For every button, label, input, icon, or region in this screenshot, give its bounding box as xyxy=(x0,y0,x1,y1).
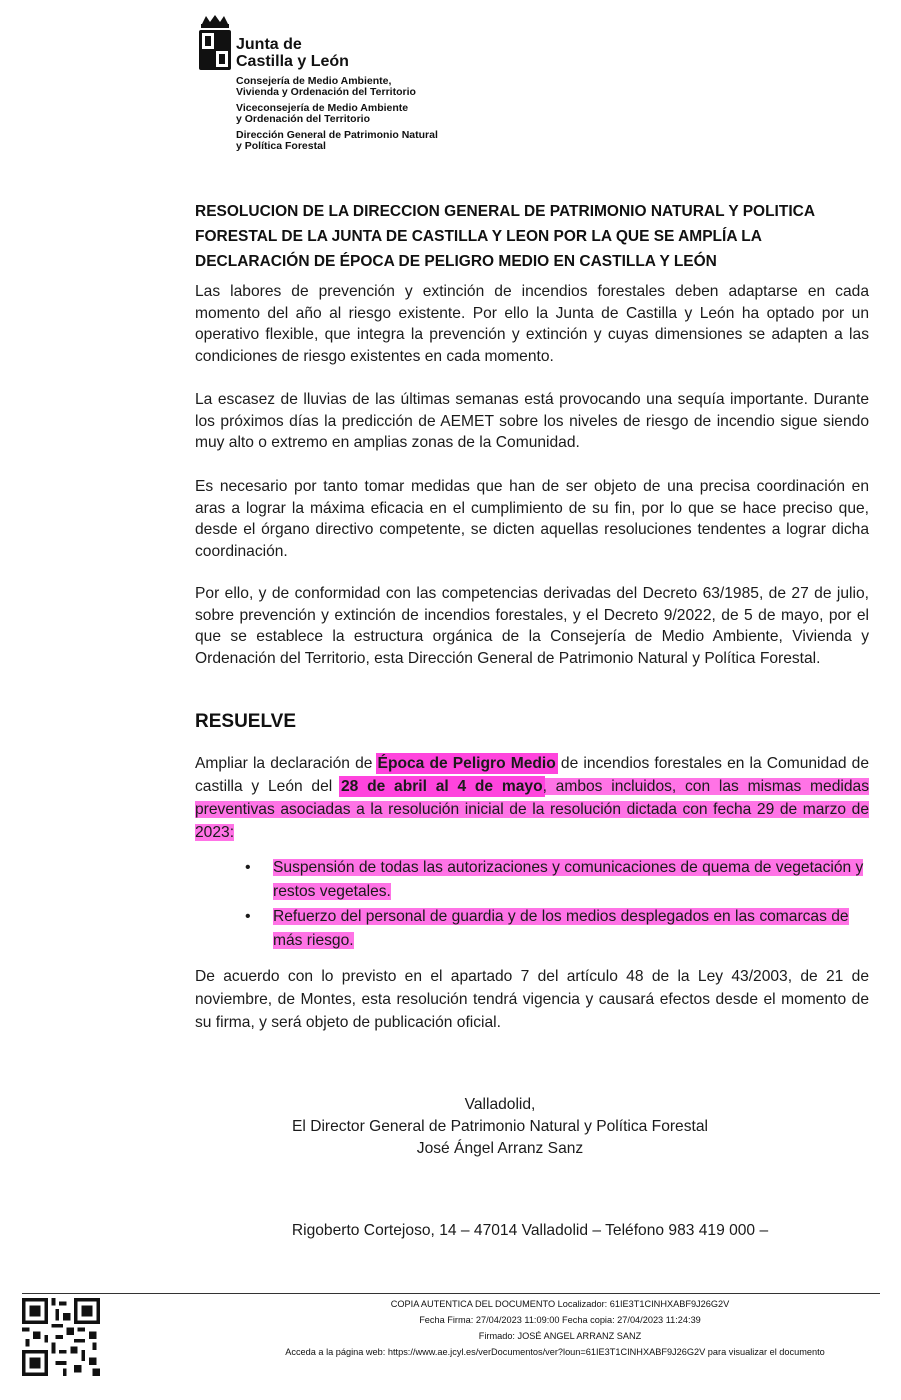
footer-signed-line: Firmado: JOSÉ ANGEL ARRANZ SANZ xyxy=(478,1331,642,1341)
bullet-mark: • xyxy=(245,908,251,925)
signature-role: El Director General de Patrimonio Natural y Política Forestal xyxy=(292,1118,708,1135)
org-line-2: Castilla y León xyxy=(236,53,349,70)
highlighted-dates: 28 de abril al 4 de mayo xyxy=(340,778,543,795)
bullet-mark: • xyxy=(245,859,251,876)
paragraph: La escasez de lluvias de las últimas semanas está provocando una sequía importante. Durante los próximos días la predicción de AEMET sobre los niveles de riesgo de incendio sigue siendo muy alto o extremo en amplias zonas de la Comunidad. xyxy=(195,391,869,451)
resolution-paragraph xyxy=(195,752,869,844)
bullet-list xyxy=(245,856,870,954)
address-line: Rigoberto Cortejoso, 14 – 47014 Valladolid – Teléfono 983 419 000 – xyxy=(291,1222,769,1239)
paragraph: Por ello, y de conformidad con las competencias derivadas del Decreto 63/1985, de 27 de julio, sobre prevención y extinción de incendios forestales, y el Decreto 9/2022, de 5 de mayo, por el que se establece la estructura orgánica de la Consejería de Medio Ambiente, Vivienda y Ordenación del Territorio, esta Dirección General de Patrimonio Natural y Política Forestal. xyxy=(195,585,869,667)
dept-line: y Ordenación del Territorio xyxy=(236,113,370,125)
signature-place: Valladolid, xyxy=(464,1096,536,1113)
list-item-text: Refuerzo del personal de guardia y de los medios desplegados en las comarcas de más riesgo. xyxy=(273,908,849,949)
footer-dates-line: Fecha Firma: 27/04/2023 11:09:00 Fecha copia: 27/04/2023 11:24:39 xyxy=(419,1315,701,1325)
dept-line: y Política Forestal xyxy=(236,140,326,152)
department-block xyxy=(236,76,438,152)
highlighted-text: Época de Peligro Medio xyxy=(377,755,556,772)
org-line-1: Junta de xyxy=(236,36,302,53)
paragraph: De acuerdo con lo previsto en el apartado 7 del artículo 48 de la Ley 43/2003, de 21 de noviembre, de Montes, esta resolución tendrá vigencia y causará efectos desde el momento de su firma, y será objeto de publicación oficial. xyxy=(195,968,869,1031)
document-footer xyxy=(240,1296,880,1360)
paragraph: Las labores de prevención y extinción de incendios forestales deben adaptarse en cada momento del año al riesgo existente. Por ello la Junta de Castilla y León ha optado por un operativo flexible, que integra la prevención y extinción y cuyas dimensiones se adapten a las condiciones de riesgo existentes en cada momento. xyxy=(195,283,869,365)
dept-line: Vivienda y Ordenación del Territorio xyxy=(236,86,416,98)
highlighted-text: , ambos incluidos, con las mismas medidas preventivas asociadas a la resolución inicial de la resolución dictada con fecha 29 de marzo de 2023: xyxy=(195,778,869,841)
paragraph: Es necesario por tanto tomar medidas que han de ser objeto de una precisa coordinación en aras a lograr la máxima eficacia en el cumplimiento de su fin, por lo que se hace preciso que, desde el órgano directivo competente, se dicten aquellas resoluciones tendentes a lograr dicha coordinación. xyxy=(195,478,869,560)
text-run: de incendios forestales en la Comunidad de castilla y León del xyxy=(195,755,869,795)
dept-line: Viceconsejería de Medio Ambiente xyxy=(236,102,409,114)
section-heading: RESUELVE xyxy=(195,711,297,732)
footer-copy-line: COPIA AUTENTICA DEL DOCUMENTO Localizador: 61IE3T1CINHXABF9J26G2V xyxy=(390,1299,730,1309)
signature-block xyxy=(280,1094,720,1160)
footer-divider xyxy=(22,1293,880,1294)
list-item-text: Suspensión de todas las autorizaciones y comunicaciones de quema de vegetación y restos vegetales. xyxy=(273,859,864,900)
organization-name xyxy=(236,36,349,70)
signature-name: José Ángel Arranz Sanz xyxy=(416,1140,584,1157)
list-item xyxy=(245,905,870,952)
footer-url-line[interactable]: Acceda a la página web: https://www.ae.jcyl.es/verDocumentos/ver?loun=61IE3T1CINHXABF9J26G2V para visualizar el documento xyxy=(285,1347,825,1357)
text-run: Ampliar la declaración de xyxy=(195,755,378,772)
list-item xyxy=(245,856,870,903)
dept-line: Consejería de Medio Ambiente, xyxy=(236,75,392,87)
qr-code-icon xyxy=(22,1298,100,1376)
dept-line: Dirección General de Patrimonio Natural xyxy=(236,129,438,141)
document-title: RESOLUCION DE LA DIRECCION GENERAL DE PATRIMONIO NATURAL Y POLITICA FORESTAL DE LA JUNTA DE CASTILLA Y LEON POR LA QUE SE AMPLÍA LA DECLARACIÓN DE ÉPOCA DE PELIGRO MEDIO EN CASTILLA Y LEÓN xyxy=(195,203,815,270)
coat-of-arms-logo xyxy=(196,14,234,74)
